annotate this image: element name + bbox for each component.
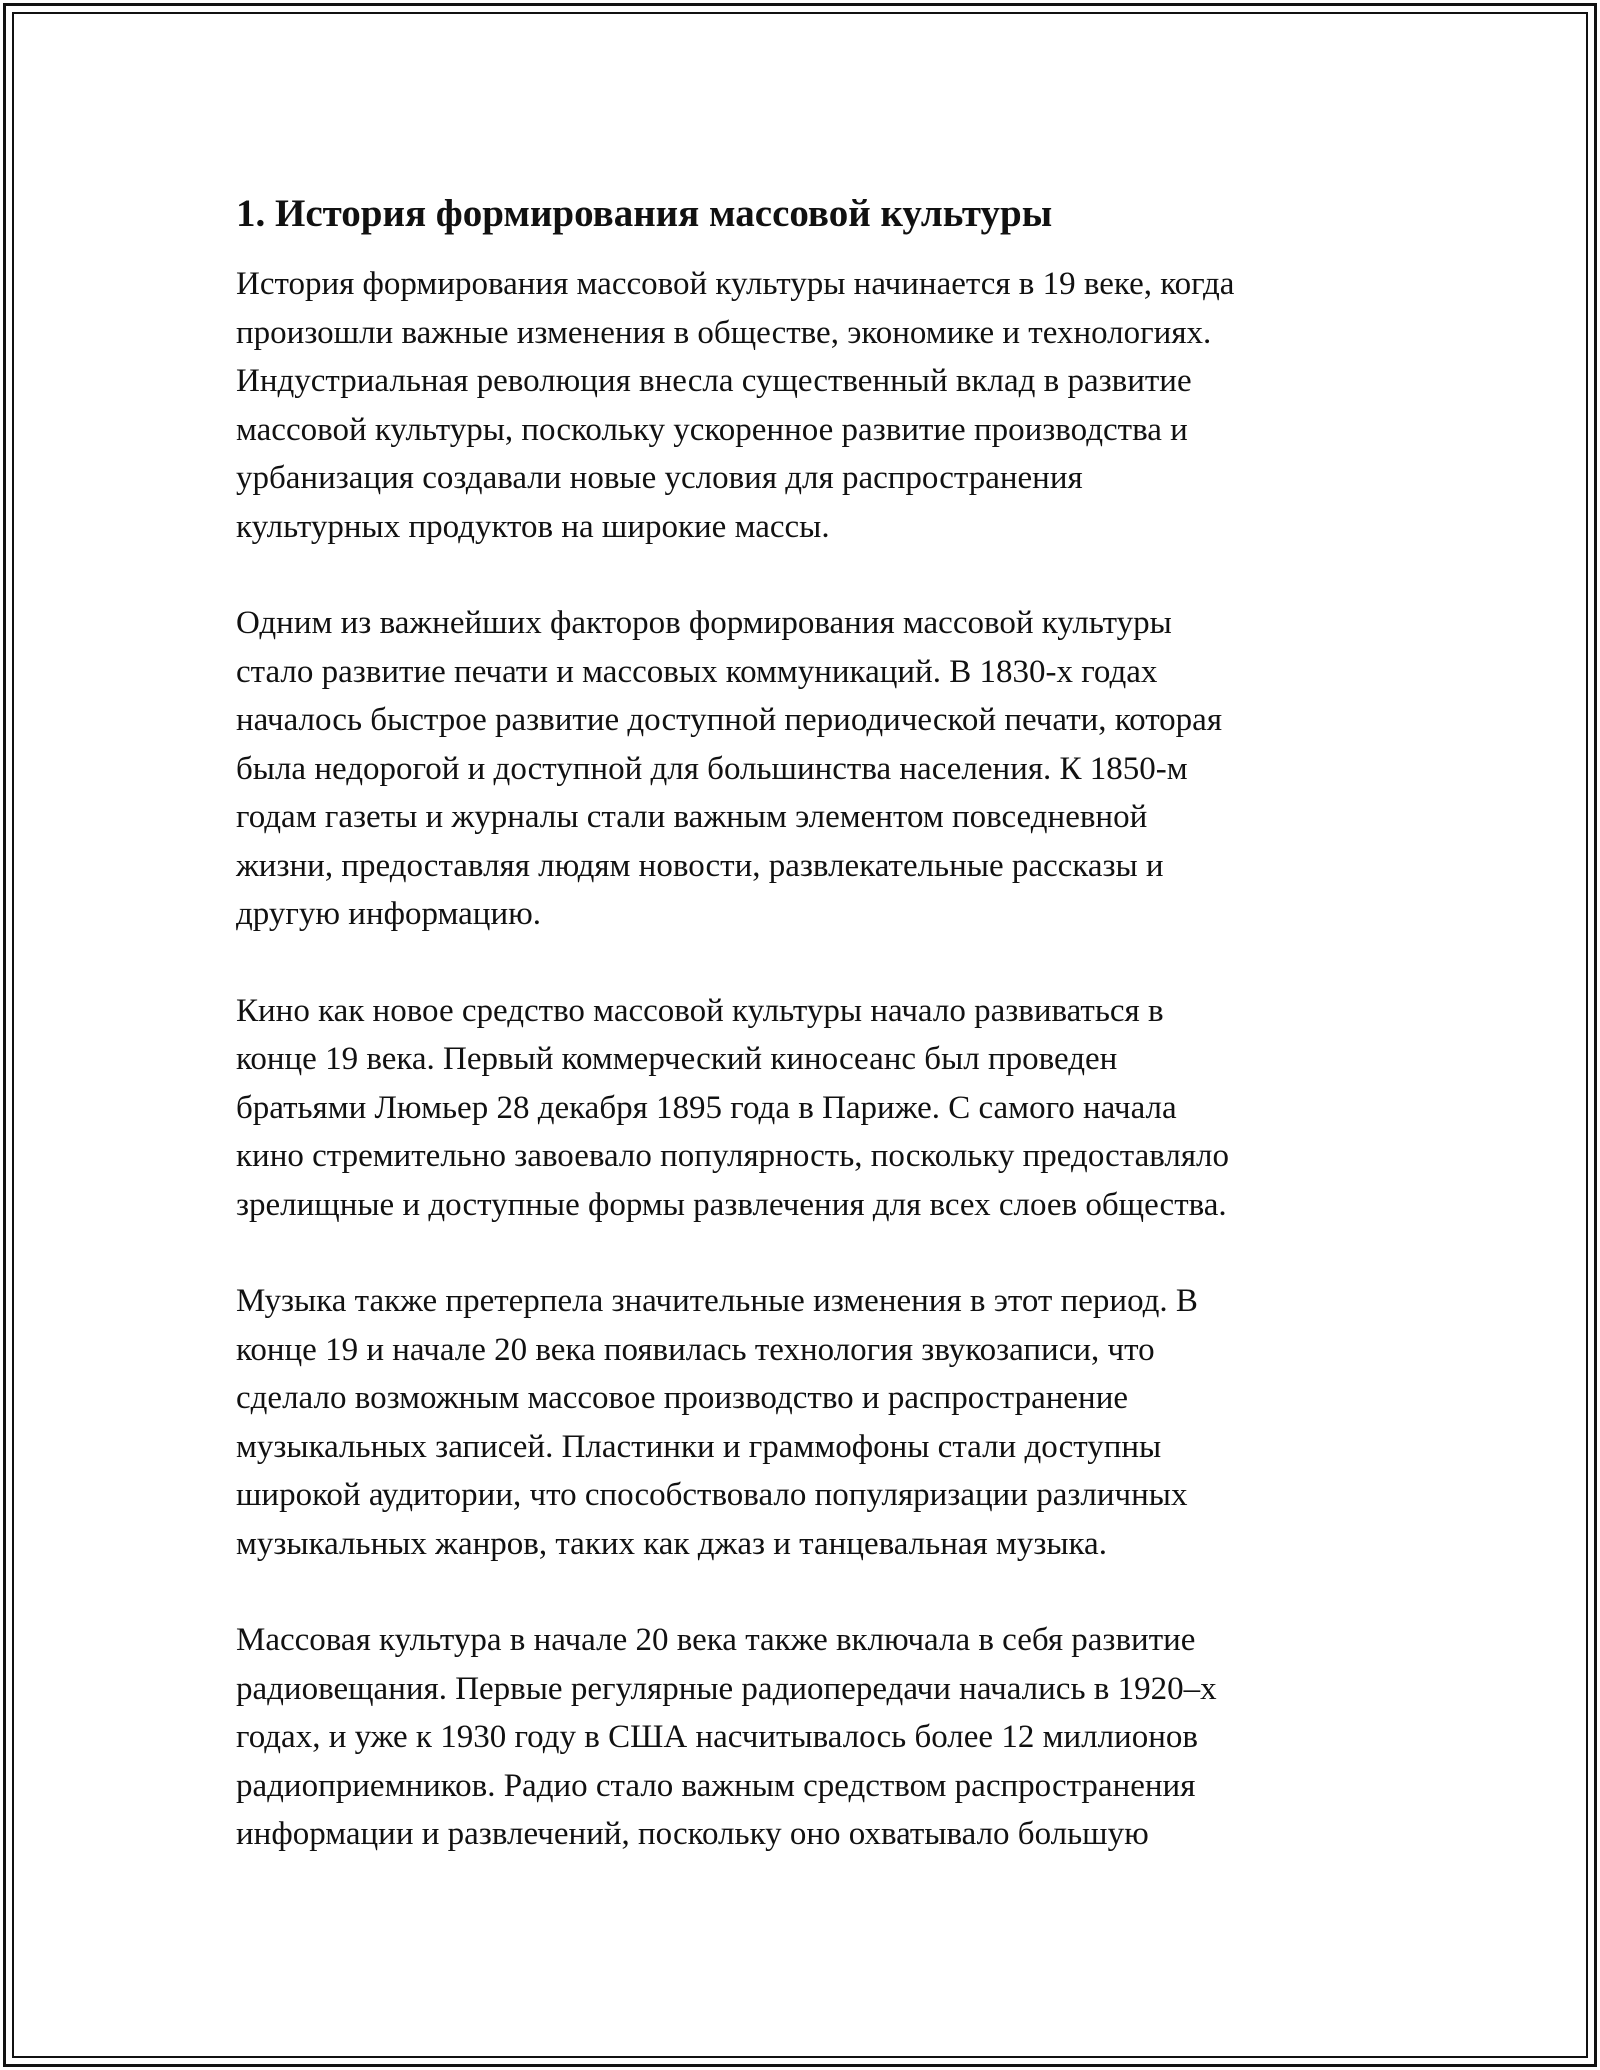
paragraph-line: годах, и уже к 1930 году в США насчитывалось более 12 миллионов <box>236 1719 1198 1755</box>
paragraph-line: Музыка также претерпела значительные изменения в этот период. В <box>236 1283 1198 1319</box>
paragraph-line: информации и развлечений, поскольку оно охватывало большую <box>236 1816 1149 1852</box>
paragraph-line: урбанизация создавали новые условия для распространения <box>236 460 1083 496</box>
paragraph <box>236 1277 1416 1568</box>
paragraph-line: Кино как новое средство массовой культуры начало развиваться в <box>236 992 1164 1029</box>
paragraph-line: музыкальных жанров, таких как джаз и танцевальная музыка. <box>236 1525 1107 1562</box>
paragraph-line: Массовая культура в начале 20 века также включала в себя развитие <box>236 1622 1196 1658</box>
paragraph-line: зрелищные и доступные формы развлечения для всех слоев общества. <box>236 1186 1227 1223</box>
paragraph-line: жизни, предоставляя людям новости, развлекательные рассказы и <box>236 847 1164 884</box>
paragraph-line: стало развитие печати и массовых коммуникаций. В 1830-х годах <box>236 653 1158 690</box>
paragraph <box>236 987 1416 1230</box>
paragraph-line: широкой аудитории, что способствовало популяризации различных <box>236 1477 1188 1513</box>
paragraph-list <box>236 260 1416 1859</box>
paragraph-line: массовой культуры, поскольку ускоренное развитие производства и <box>236 411 1188 448</box>
paragraph-line: годам газеты и журналы стали важным элементом повседневной <box>236 799 1148 835</box>
paragraph-line: сделало возможным массовое производство и распространение <box>236 1380 1129 1416</box>
paragraph-line: музыкальных записей. Пластинки и граммофоны стали доступны <box>236 1428 1162 1465</box>
paragraph-line: радиовещания. Первые регулярные радиопередачи начались в 1920–х <box>236 1670 1217 1707</box>
paragraph-line: началось быстрое развитие доступной периодической печати, которая <box>236 702 1223 738</box>
paragraph-line: другую информацию. <box>236 896 542 932</box>
paragraph-line: братьями Люмьер 28 декабря 1895 года в Париже. С самого начала <box>236 1089 1177 1126</box>
paragraph <box>236 260 1416 551</box>
paragraph <box>236 1616 1416 1859</box>
paragraph-line: Индустриальная революция внесла существенный вклад в развитие <box>236 363 1192 399</box>
paragraph-line: произошли важные изменения в обществе, экономике и технологиях. <box>236 314 1212 351</box>
paragraph-line: была недорогой и доступной для большинства населения. К 1850-м <box>236 750 1188 787</box>
section-title: 1. История формирования массовой культуры <box>236 192 1053 235</box>
paragraph-line: конце 19 века. Первый коммерческий киносеанс был проведен <box>236 1041 1118 1077</box>
paragraph <box>236 599 1416 939</box>
paragraph-line: радиоприемников. Радио стало важным средством распространения <box>236 1767 1196 1804</box>
paragraph-line: конце 19 и начале 20 века появилась технология звукозаписи, что <box>236 1331 1155 1368</box>
paragraph-line: культурных продуктов на широкие массы. <box>236 508 830 545</box>
document-body <box>236 176 1416 1907</box>
paragraph-line: История формирования массовой культуры начинается в 19 веке, когда <box>236 266 1235 302</box>
paragraph-line: кино стремительно завоевало популярность, поскольку предоставляло <box>236 1138 1230 1174</box>
paragraph-line: Одним из важнейших факторов формирования массовой культуры <box>236 605 1172 641</box>
